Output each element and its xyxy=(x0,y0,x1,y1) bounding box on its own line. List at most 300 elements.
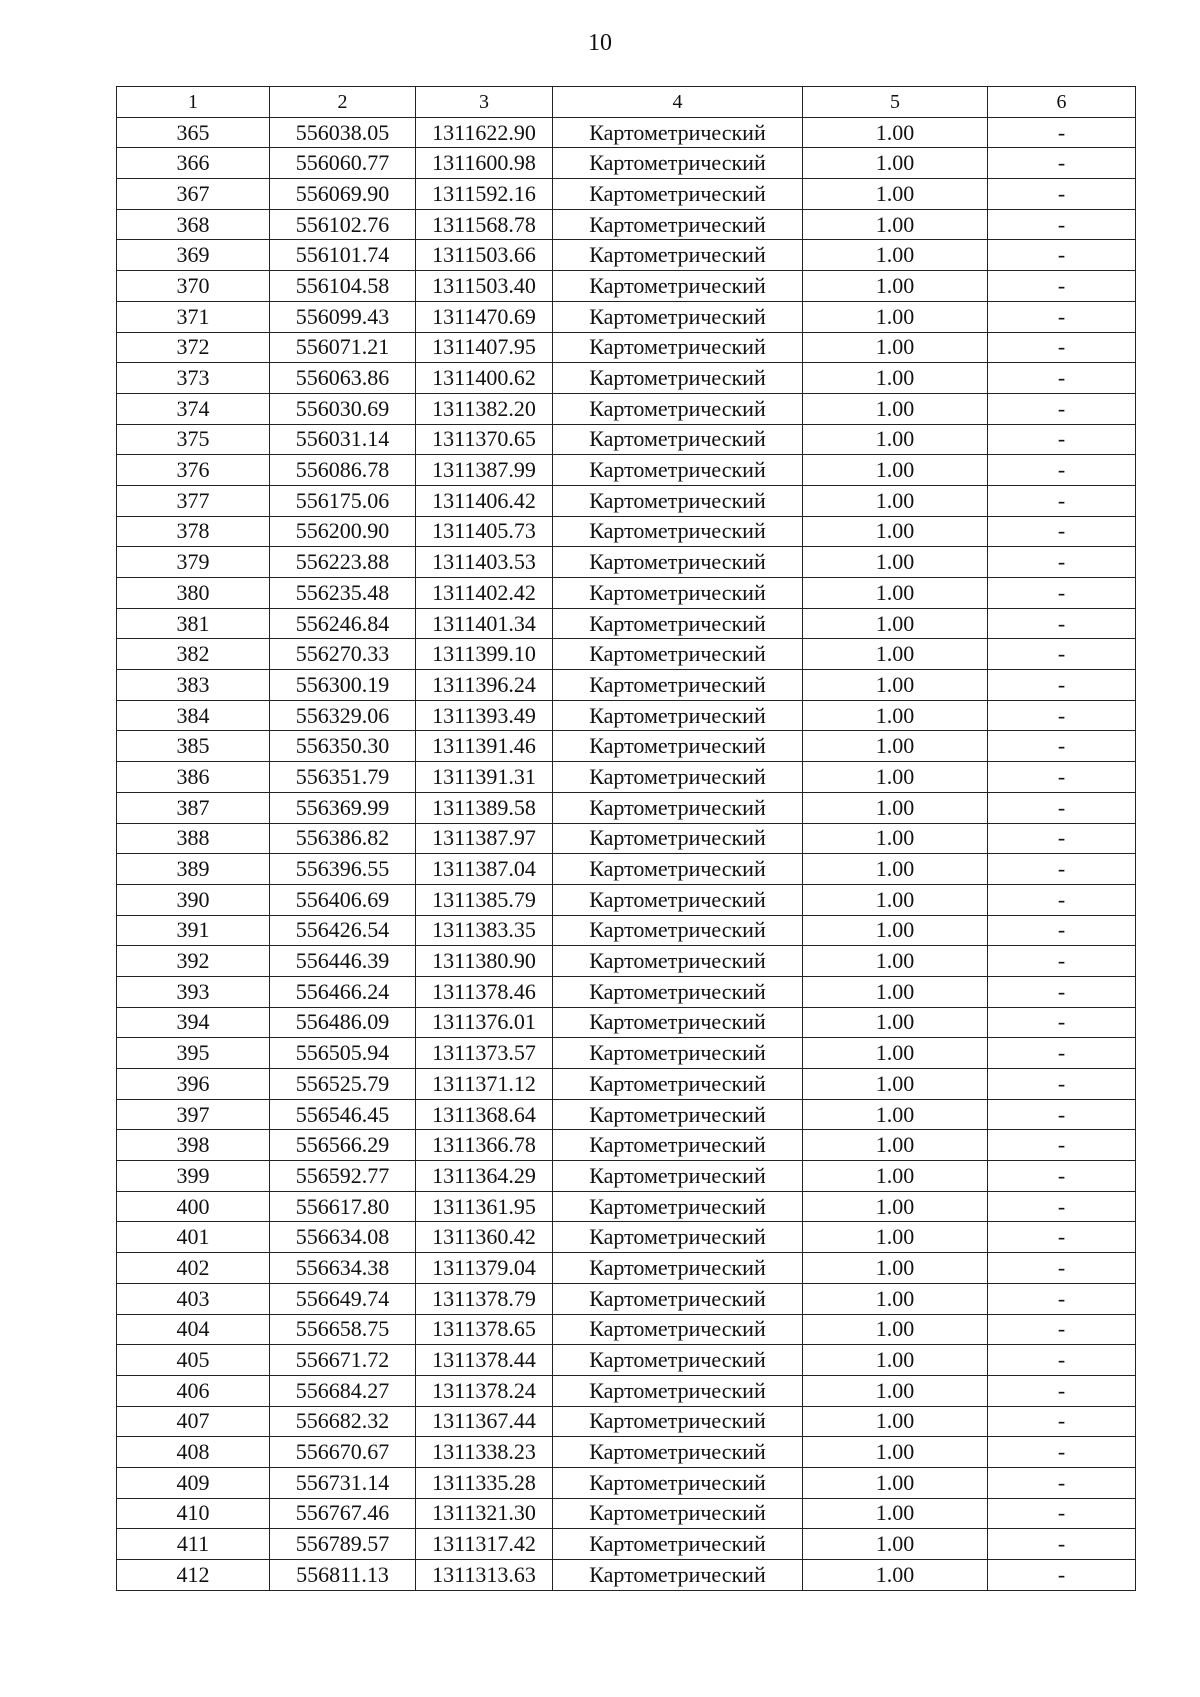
table-row xyxy=(117,823,1136,854)
method-cell: Картометрический xyxy=(553,1498,803,1529)
note-cell: - xyxy=(988,1191,1136,1222)
y-coordinate-cell: 1311406.42 xyxy=(416,485,553,516)
note-cell: - xyxy=(988,915,1136,946)
point-number-cell: 409 xyxy=(117,1467,270,1498)
note-cell: - xyxy=(988,547,1136,578)
y-coordinate-cell: 1311405.73 xyxy=(416,516,553,547)
method-cell: Картометрический xyxy=(553,608,803,639)
y-coordinate-cell: 1311503.66 xyxy=(416,240,553,271)
method-cell: Картометрический xyxy=(553,1161,803,1192)
point-number-cell: 384 xyxy=(117,700,270,731)
table-row xyxy=(117,393,1136,424)
y-coordinate-cell: 1311335.28 xyxy=(416,1467,553,1498)
table-row xyxy=(117,240,1136,271)
y-coordinate-cell: 1311378.65 xyxy=(416,1314,553,1345)
y-coordinate-cell: 1311338.23 xyxy=(416,1437,553,1468)
point-number-cell: 397 xyxy=(117,1099,270,1130)
note-cell: - xyxy=(988,1498,1136,1529)
note-cell: - xyxy=(988,1038,1136,1069)
point-number-cell: 394 xyxy=(117,1007,270,1038)
y-coordinate-cell: 1311393.49 xyxy=(416,700,553,731)
note-cell: - xyxy=(988,1007,1136,1038)
y-coordinate-cell: 1311592.16 xyxy=(416,179,553,210)
note-cell: - xyxy=(988,455,1136,486)
accuracy-cell: 1.00 xyxy=(803,578,988,609)
x-coordinate-cell: 556329.06 xyxy=(270,700,416,731)
table-row xyxy=(117,148,1136,179)
y-coordinate-cell: 1311399.10 xyxy=(416,639,553,670)
accuracy-cell: 1.00 xyxy=(803,485,988,516)
method-cell: Картометрический xyxy=(553,332,803,363)
accuracy-cell: 1.00 xyxy=(803,1130,988,1161)
note-cell: - xyxy=(988,179,1136,210)
method-cell: Картометрический xyxy=(553,1529,803,1560)
y-coordinate-cell: 1311382.20 xyxy=(416,393,553,424)
table-row xyxy=(117,1191,1136,1222)
note-cell: - xyxy=(988,670,1136,701)
y-coordinate-cell: 1311366.78 xyxy=(416,1130,553,1161)
note-cell: - xyxy=(988,1253,1136,1284)
y-coordinate-cell: 1311600.98 xyxy=(416,148,553,179)
table-body xyxy=(117,117,1136,1590)
y-coordinate-cell: 1311568.78 xyxy=(416,209,553,240)
x-coordinate-cell: 556071.21 xyxy=(270,332,416,363)
point-number-cell: 386 xyxy=(117,762,270,793)
method-cell: Картометрический xyxy=(553,976,803,1007)
x-coordinate-cell: 556246.84 xyxy=(270,608,416,639)
method-cell: Картометрический xyxy=(553,946,803,977)
x-coordinate-cell: 556446.39 xyxy=(270,946,416,977)
accuracy-cell: 1.00 xyxy=(803,1560,988,1591)
y-coordinate-cell: 1311387.99 xyxy=(416,455,553,486)
method-cell: Картометрический xyxy=(553,639,803,670)
note-cell: - xyxy=(988,240,1136,271)
note-cell: - xyxy=(988,976,1136,1007)
accuracy-cell: 1.00 xyxy=(803,1529,988,1560)
method-cell: Картометрический xyxy=(553,301,803,332)
note-cell: - xyxy=(988,1529,1136,1560)
accuracy-cell: 1.00 xyxy=(803,915,988,946)
x-coordinate-cell: 556369.99 xyxy=(270,792,416,823)
method-cell: Картометрический xyxy=(553,700,803,731)
y-coordinate-cell: 1311503.40 xyxy=(416,271,553,302)
accuracy-cell: 1.00 xyxy=(803,884,988,915)
x-coordinate-cell: 556767.46 xyxy=(270,1498,416,1529)
note-cell: - xyxy=(988,301,1136,332)
method-cell: Картометрический xyxy=(553,1345,803,1376)
x-coordinate-cell: 556200.90 xyxy=(270,516,416,547)
accuracy-cell: 1.00 xyxy=(803,393,988,424)
x-coordinate-cell: 556396.55 xyxy=(270,854,416,885)
accuracy-cell: 1.00 xyxy=(803,1253,988,1284)
table-row xyxy=(117,946,1136,977)
note-cell: - xyxy=(988,424,1136,455)
point-number-cell: 379 xyxy=(117,547,270,578)
point-number-cell: 371 xyxy=(117,301,270,332)
note-cell: - xyxy=(988,1345,1136,1376)
accuracy-cell: 1.00 xyxy=(803,823,988,854)
accuracy-cell: 1.00 xyxy=(803,363,988,394)
table-row xyxy=(117,1375,1136,1406)
point-number-cell: 376 xyxy=(117,455,270,486)
table-row xyxy=(117,1161,1136,1192)
table-row xyxy=(117,578,1136,609)
point-number-cell: 389 xyxy=(117,854,270,885)
point-number-cell: 406 xyxy=(117,1375,270,1406)
y-coordinate-cell: 1311367.44 xyxy=(416,1406,553,1437)
table-row xyxy=(117,332,1136,363)
accuracy-cell: 1.00 xyxy=(803,1345,988,1376)
method-cell: Картометрический xyxy=(553,884,803,915)
accuracy-cell: 1.00 xyxy=(803,424,988,455)
accuracy-cell: 1.00 xyxy=(803,1314,988,1345)
method-cell: Картометрический xyxy=(553,1099,803,1130)
method-cell: Картометрический xyxy=(553,424,803,455)
x-coordinate-cell: 556175.06 xyxy=(270,485,416,516)
method-cell: Картометрический xyxy=(553,1437,803,1468)
accuracy-cell: 1.00 xyxy=(803,1498,988,1529)
page-number: 10 xyxy=(588,30,612,56)
y-coordinate-cell: 1311622.90 xyxy=(416,117,553,148)
accuracy-cell: 1.00 xyxy=(803,240,988,271)
note-cell: - xyxy=(988,393,1136,424)
y-coordinate-cell: 1311396.24 xyxy=(416,670,553,701)
x-coordinate-cell: 556566.29 xyxy=(270,1130,416,1161)
y-coordinate-cell: 1311400.62 xyxy=(416,363,553,394)
method-cell: Картометрический xyxy=(553,485,803,516)
method-cell: Картометрический xyxy=(553,240,803,271)
note-cell: - xyxy=(988,363,1136,394)
table-row xyxy=(117,1498,1136,1529)
point-number-cell: 396 xyxy=(117,1069,270,1100)
note-cell: - xyxy=(988,516,1136,547)
table-row xyxy=(117,363,1136,394)
method-cell: Картометрический xyxy=(553,1253,803,1284)
table-row xyxy=(117,1283,1136,1314)
table-row xyxy=(117,1560,1136,1591)
y-coordinate-cell: 1311370.65 xyxy=(416,424,553,455)
x-coordinate-cell: 556649.74 xyxy=(270,1283,416,1314)
x-coordinate-cell: 556350.30 xyxy=(270,731,416,762)
note-cell: - xyxy=(988,485,1136,516)
y-coordinate-cell: 1311378.44 xyxy=(416,1345,553,1376)
method-cell: Картометрический xyxy=(553,578,803,609)
table-row xyxy=(117,976,1136,1007)
point-number-cell: 370 xyxy=(117,271,270,302)
table-row xyxy=(117,271,1136,302)
accuracy-cell: 1.00 xyxy=(803,731,988,762)
method-cell: Картометрический xyxy=(553,1191,803,1222)
note-cell: - xyxy=(988,762,1136,793)
y-coordinate-cell: 1311391.31 xyxy=(416,762,553,793)
x-coordinate-cell: 556505.94 xyxy=(270,1038,416,1069)
x-coordinate-cell: 556592.77 xyxy=(270,1161,416,1192)
point-number-cell: 395 xyxy=(117,1038,270,1069)
y-coordinate-cell: 1311402.42 xyxy=(416,578,553,609)
y-coordinate-cell: 1311364.29 xyxy=(416,1161,553,1192)
point-number-cell: 412 xyxy=(117,1560,270,1591)
point-number-cell: 407 xyxy=(117,1406,270,1437)
table-row xyxy=(117,670,1136,701)
table-row xyxy=(117,700,1136,731)
table-row xyxy=(117,455,1136,486)
x-coordinate-cell: 556426.54 xyxy=(270,915,416,946)
note-cell: - xyxy=(988,148,1136,179)
column-header-2: 2 xyxy=(270,87,416,118)
table-row xyxy=(117,1069,1136,1100)
note-cell: - xyxy=(988,1314,1136,1345)
method-cell: Картометрический xyxy=(553,1007,803,1038)
y-coordinate-cell: 1311361.95 xyxy=(416,1191,553,1222)
point-number-cell: 398 xyxy=(117,1130,270,1161)
y-coordinate-cell: 1311373.57 xyxy=(416,1038,553,1069)
accuracy-cell: 1.00 xyxy=(803,1437,988,1468)
accuracy-cell: 1.00 xyxy=(803,976,988,1007)
table-row xyxy=(117,639,1136,670)
point-number-cell: 381 xyxy=(117,608,270,639)
note-cell: - xyxy=(988,332,1136,363)
x-coordinate-cell: 556406.69 xyxy=(270,884,416,915)
point-number-cell: 400 xyxy=(117,1191,270,1222)
table-row xyxy=(117,1099,1136,1130)
point-number-cell: 367 xyxy=(117,179,270,210)
table-row xyxy=(117,762,1136,793)
accuracy-cell: 1.00 xyxy=(803,1069,988,1100)
accuracy-cell: 1.00 xyxy=(803,148,988,179)
x-coordinate-cell: 556386.82 xyxy=(270,823,416,854)
method-cell: Картометрический xyxy=(553,792,803,823)
method-cell: Картометрический xyxy=(553,1038,803,1069)
note-cell: - xyxy=(988,1099,1136,1130)
table-row xyxy=(117,884,1136,915)
method-cell: Картометрический xyxy=(553,455,803,486)
method-cell: Картометрический xyxy=(553,731,803,762)
table-row xyxy=(117,1007,1136,1038)
x-coordinate-cell: 556670.67 xyxy=(270,1437,416,1468)
accuracy-cell: 1.00 xyxy=(803,700,988,731)
method-cell: Картометрический xyxy=(553,1560,803,1591)
accuracy-cell: 1.00 xyxy=(803,271,988,302)
point-number-cell: 383 xyxy=(117,670,270,701)
table-row xyxy=(117,1253,1136,1284)
accuracy-cell: 1.00 xyxy=(803,1099,988,1130)
accuracy-cell: 1.00 xyxy=(803,332,988,363)
x-coordinate-cell: 556102.76 xyxy=(270,209,416,240)
table-row xyxy=(117,301,1136,332)
method-cell: Картометрический xyxy=(553,1222,803,1253)
note-cell: - xyxy=(988,271,1136,302)
point-number-cell: 411 xyxy=(117,1529,270,1560)
point-number-cell: 368 xyxy=(117,209,270,240)
method-cell: Картометрический xyxy=(553,762,803,793)
y-coordinate-cell: 1311378.46 xyxy=(416,976,553,1007)
accuracy-cell: 1.00 xyxy=(803,762,988,793)
column-header-4: 4 xyxy=(553,87,803,118)
point-number-cell: 375 xyxy=(117,424,270,455)
note-cell: - xyxy=(988,117,1136,148)
y-coordinate-cell: 1311407.95 xyxy=(416,332,553,363)
table-row xyxy=(117,731,1136,762)
method-cell: Картометрический xyxy=(553,1069,803,1100)
accuracy-cell: 1.00 xyxy=(803,670,988,701)
note-cell: - xyxy=(988,608,1136,639)
table-row xyxy=(117,1222,1136,1253)
y-coordinate-cell: 1311317.42 xyxy=(416,1529,553,1560)
x-coordinate-cell: 556038.05 xyxy=(270,117,416,148)
note-cell: - xyxy=(988,1222,1136,1253)
accuracy-cell: 1.00 xyxy=(803,179,988,210)
point-number-cell: 388 xyxy=(117,823,270,854)
y-coordinate-cell: 1311313.63 xyxy=(416,1560,553,1591)
y-coordinate-cell: 1311360.42 xyxy=(416,1222,553,1253)
point-number-cell: 393 xyxy=(117,976,270,1007)
table-row xyxy=(117,1437,1136,1468)
method-cell: Картометрический xyxy=(553,148,803,179)
accuracy-cell: 1.00 xyxy=(803,209,988,240)
method-cell: Картометрический xyxy=(553,117,803,148)
method-cell: Картометрический xyxy=(553,271,803,302)
note-cell: - xyxy=(988,1560,1136,1591)
table-row xyxy=(117,209,1136,240)
column-header-5: 5 xyxy=(803,87,988,118)
note-cell: - xyxy=(988,1069,1136,1100)
table-row xyxy=(117,1406,1136,1437)
y-coordinate-cell: 1311401.34 xyxy=(416,608,553,639)
accuracy-cell: 1.00 xyxy=(803,1375,988,1406)
method-cell: Картометрический xyxy=(553,516,803,547)
point-number-cell: 391 xyxy=(117,915,270,946)
point-number-cell: 390 xyxy=(117,884,270,915)
accuracy-cell: 1.00 xyxy=(803,301,988,332)
note-cell: - xyxy=(988,1130,1136,1161)
x-coordinate-cell: 556617.80 xyxy=(270,1191,416,1222)
table-row xyxy=(117,485,1136,516)
table-row xyxy=(117,1130,1136,1161)
point-number-cell: 372 xyxy=(117,332,270,363)
method-cell: Картометрический xyxy=(553,1314,803,1345)
accuracy-cell: 1.00 xyxy=(803,1222,988,1253)
accuracy-cell: 1.00 xyxy=(803,1161,988,1192)
method-cell: Картометрический xyxy=(553,1375,803,1406)
accuracy-cell: 1.00 xyxy=(803,946,988,977)
point-number-cell: 366 xyxy=(117,148,270,179)
point-number-cell: 378 xyxy=(117,516,270,547)
note-cell: - xyxy=(988,1375,1136,1406)
point-number-cell: 410 xyxy=(117,1498,270,1529)
note-cell: - xyxy=(988,578,1136,609)
y-coordinate-cell: 1311378.79 xyxy=(416,1283,553,1314)
y-coordinate-cell: 1311383.35 xyxy=(416,915,553,946)
point-number-cell: 402 xyxy=(117,1253,270,1284)
x-coordinate-cell: 556634.38 xyxy=(270,1253,416,1284)
x-coordinate-cell: 556811.13 xyxy=(270,1560,416,1591)
table-row xyxy=(117,1529,1136,1560)
method-cell: Картометрический xyxy=(553,1406,803,1437)
x-coordinate-cell: 556069.90 xyxy=(270,179,416,210)
accuracy-cell: 1.00 xyxy=(803,639,988,670)
note-cell: - xyxy=(988,1467,1136,1498)
x-coordinate-cell: 556789.57 xyxy=(270,1529,416,1560)
point-number-cell: 399 xyxy=(117,1161,270,1192)
method-cell: Картометрический xyxy=(553,179,803,210)
table-row xyxy=(117,516,1136,547)
x-coordinate-cell: 556223.88 xyxy=(270,547,416,578)
note-cell: - xyxy=(988,1283,1136,1314)
table-row xyxy=(117,1467,1136,1498)
accuracy-cell: 1.00 xyxy=(803,608,988,639)
x-coordinate-cell: 556525.79 xyxy=(270,1069,416,1100)
note-cell: - xyxy=(988,209,1136,240)
table-row xyxy=(117,608,1136,639)
x-coordinate-cell: 556682.32 xyxy=(270,1406,416,1437)
x-coordinate-cell: 556104.58 xyxy=(270,271,416,302)
note-cell: - xyxy=(988,854,1136,885)
x-coordinate-cell: 556060.77 xyxy=(270,148,416,179)
table-header-row xyxy=(117,87,1136,118)
table-row xyxy=(117,1038,1136,1069)
note-cell: - xyxy=(988,792,1136,823)
accuracy-cell: 1.00 xyxy=(803,1038,988,1069)
x-coordinate-cell: 556235.48 xyxy=(270,578,416,609)
point-number-cell: 374 xyxy=(117,393,270,424)
table-row xyxy=(117,1314,1136,1345)
note-cell: - xyxy=(988,1406,1136,1437)
point-number-cell: 387 xyxy=(117,792,270,823)
method-cell: Картометрический xyxy=(553,670,803,701)
coordinates-table xyxy=(116,86,1136,1591)
table-row xyxy=(117,792,1136,823)
x-coordinate-cell: 556031.14 xyxy=(270,424,416,455)
table-row xyxy=(117,547,1136,578)
note-cell: - xyxy=(988,884,1136,915)
x-coordinate-cell: 556684.27 xyxy=(270,1375,416,1406)
x-coordinate-cell: 556300.19 xyxy=(270,670,416,701)
y-coordinate-cell: 1311321.30 xyxy=(416,1498,553,1529)
y-coordinate-cell: 1311371.12 xyxy=(416,1069,553,1100)
y-coordinate-cell: 1311368.64 xyxy=(416,1099,553,1130)
y-coordinate-cell: 1311470.69 xyxy=(416,301,553,332)
x-coordinate-cell: 556731.14 xyxy=(270,1467,416,1498)
table-row xyxy=(117,1345,1136,1376)
accuracy-cell: 1.00 xyxy=(803,455,988,486)
point-number-cell: 404 xyxy=(117,1314,270,1345)
y-coordinate-cell: 1311391.46 xyxy=(416,731,553,762)
table-row xyxy=(117,915,1136,946)
method-cell: Картометрический xyxy=(553,915,803,946)
x-coordinate-cell: 556486.09 xyxy=(270,1007,416,1038)
accuracy-cell: 1.00 xyxy=(803,1007,988,1038)
x-coordinate-cell: 556546.45 xyxy=(270,1099,416,1130)
method-cell: Картометрический xyxy=(553,1467,803,1498)
method-cell: Картометрический xyxy=(553,823,803,854)
table-row xyxy=(117,179,1136,210)
accuracy-cell: 1.00 xyxy=(803,1406,988,1437)
table-row xyxy=(117,854,1136,885)
column-header-6: 6 xyxy=(988,87,1136,118)
point-number-cell: 382 xyxy=(117,639,270,670)
table-row xyxy=(117,424,1136,455)
point-number-cell: 365 xyxy=(117,117,270,148)
x-coordinate-cell: 556270.33 xyxy=(270,639,416,670)
column-header-3: 3 xyxy=(416,87,553,118)
method-cell: Картометрический xyxy=(553,1130,803,1161)
x-coordinate-cell: 556351.79 xyxy=(270,762,416,793)
note-cell: - xyxy=(988,731,1136,762)
y-coordinate-cell: 1311380.90 xyxy=(416,946,553,977)
y-coordinate-cell: 1311387.04 xyxy=(416,854,553,885)
x-coordinate-cell: 556101.74 xyxy=(270,240,416,271)
y-coordinate-cell: 1311403.53 xyxy=(416,547,553,578)
